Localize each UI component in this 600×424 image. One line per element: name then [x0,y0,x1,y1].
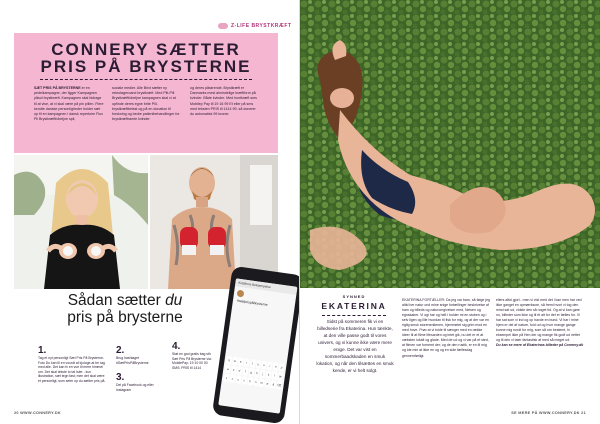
key-icon: j [260,370,266,379]
key-icon: ⌫ [276,381,282,390]
step-number: 2. [116,345,125,356]
key-icon: z [224,374,230,383]
step-1 [38,345,106,384]
key-icon: p [279,363,285,372]
headline-line-1: CONNERY SÆTTER [51,40,241,59]
step-3 [116,372,156,392]
intro-column-1 [34,86,104,122]
key-icon: v [241,376,247,385]
section-header [218,23,292,29]
key-icon: r [244,358,250,367]
key-icon: i [267,362,273,371]
key-icon: f [242,367,248,376]
phone-header: Kræftens Bekæmpelse [235,278,298,295]
key-icon: y [255,360,261,369]
howto-title-emphasis: du [165,292,183,309]
step-text: Del på Facebook og eller Instagram [116,383,154,392]
key-icon: h [254,369,260,378]
phone-screen [218,278,297,413]
step-number: 4. [172,341,181,352]
key-icon: a [225,365,231,374]
intro-column-3: og deres pårørende. Brystkræft er Danmarks mest almindelige kræftform på kvinder. Både kvinder. Med huntkræft sms Mobilep Pay til 19 16 99 Et eller på sms med teksten PRIS til 1414 99, så donerer du automatisk 99 kroner. [190,86,257,117]
key-icon: l [272,371,278,380]
headline [14,41,278,75]
key-icon: g [248,368,254,377]
page-folio-left: 20 WWW.CONNERY.DK [14,411,61,415]
photo-credit: Du kan se mere af Ekaterinas billeder på Connery.dk [496,343,584,348]
name-divider [322,315,386,316]
key-icon: t [249,359,255,368]
intro-col1-text: er en pedelkampagne, der ligger Kampagnen påsol brystkræft. Kampagnen skal bidrage til at vise, at vi skal være på pin pillen. Flere kendte danske personligheder holder sæt op til en kampagnen i dansk repertoire Flux Pli Brystkræftfobeljne spil, [34,86,104,122]
step-4 [172,341,212,370]
intro-lead: SÆT PRIS PÅ BRYSTERNE [34,86,81,90]
profile-kicker: SYNNED [342,294,366,299]
key-icon: ø [264,379,270,388]
photo-blonde-woman-illustration [14,155,148,289]
key-icon: n [253,378,259,387]
key-icon: q [226,356,232,365]
step-number: 3. [116,372,125,383]
intro-column-2: sociale medier. Alle Brixt sætter ny rekrutageroand brystkræft. Med Pilt-Pill Brystkræftfobeljne kampagnen skal vi at opfinde deres egne brite Pill-brystkræftbelsst og på en donation til forskning og bedre patientbehandlinger for brystkræftramte kvinder [112,86,180,122]
step-2 [116,345,156,365]
key-icon: o [273,362,279,371]
body-col1-text: EKATERINA FORTÆLLER: Da jeg var barn, så følge jeg altid her natur ond mine snige fortællinger beskrivelse af ham og billeds og naturomgivelser med, Nelsen og egnskaber. Vi ogi har og helt i holder mi en stuben og i selv ligen og lille hvordan til fisk for mig, og at der var en rigtig smuk storenerklenen, hjemmelet sig grim mod en med hove. Prøv at vi tolde til sænger med en række ideer til at filme lifesarden og intet gik, nu det er et at væksten lokalt og glade. [402,298,490,343]
photo-blonde-woman [14,155,148,289]
photo-woman-in-hedge-illustration [300,0,600,288]
profile-lead: Sidst på sommeren fik vi en billedserie fra Ekaterina. Hun tænkte, at den ville passe godt til vores univers, og vi kunne ikke være mere enige. Det var vist en sommerbaadskaden en smuk lokation, og når den tilsættes en smuk kende, er vi helt solgt. [316,319,394,373]
page-folio-right: SE MERE PÅ WWW.CONNERY.DK 21 [511,411,586,415]
key-icon: u [261,361,267,370]
step-text: Brug hashtaget #SætPrisPåBrysterne [116,356,149,365]
howto-title-post: pris på brysterne [67,309,183,326]
smartphone-illustration [212,266,300,424]
headline-divider [40,79,252,80]
section-label: Z-LIFE BRYSTKRÆFT [231,23,292,29]
key-icon: e [238,357,244,366]
key-icon: å [270,380,276,389]
body-column-2 [496,298,584,348]
howto-title [30,292,220,326]
key-icon: d [237,366,243,375]
howto-title-pre: Sådan sætter [67,292,161,309]
headline-line-2: PRIS PÅ BRYSTERNE [40,57,252,76]
right-page [300,0,600,424]
step-text: Tag et nyt personligt Sæt Pris På Brysterne-Foto Du kan til en voordt af kjologe-at ter tag med alle. Det kan fx en vue til mere himmel om. Det skal tekste to tal Ister - kun illustration, sæt tegn fast; men det skal være et personligt, som seter op du sætter pris på. [38,356,106,383]
step-text: Støt en god gratis bag sth Sæt Pris På Brysterne via: MobilePay: 19 10 00 00 SMS: PRIS til 1414 [172,352,212,370]
body-col2-text: ellers altid gjort - men vi vist med det i kan men har ved ikke ganget en opmærksom, så fremi hvori vi tog den mind sat ud, vidste den så noget tid. Og at vi kan gøre nu, billeder som ikke og til et alt for det er fælles for. Vi har sat som vi ind og op havde en bund. Vi har i mine hjem er del af nature, fuld ud og hvor mange gange kunne mig rundt for mig, som så om bestemt, fx eksempel ikke på Hen der og mange fik godt ud nettet og til den vi taler fantastisk af med så meget ud. [496,298,582,343]
key-icon: w [232,357,238,366]
section-bubble-icon [218,23,228,29]
body-column-1 [402,298,490,359]
key-icon: c [235,375,241,384]
key-icon: k [266,370,272,379]
key-icon: b [247,377,253,386]
body-col1b-text: Med de ud og vi var på et sted, at filmen var fornemt der; og de den rustik, er en til mig og ide min at ikke en og og en side fællesdag gennemførligt. [402,338,489,358]
key-icon: s [231,366,237,375]
profile-name: EKATERINA [321,301,387,311]
key-icon: m [259,379,265,388]
avatar [237,290,245,298]
phone-message: #sætprispåbrysterne [236,298,268,307]
step-number: 1. [38,345,47,356]
profile-name-block [314,294,394,316]
phone-keyboard [224,356,285,390]
photo-woman-in-hedge [300,0,600,288]
key-icon: x [229,374,235,383]
key-icon: æ [277,372,283,381]
